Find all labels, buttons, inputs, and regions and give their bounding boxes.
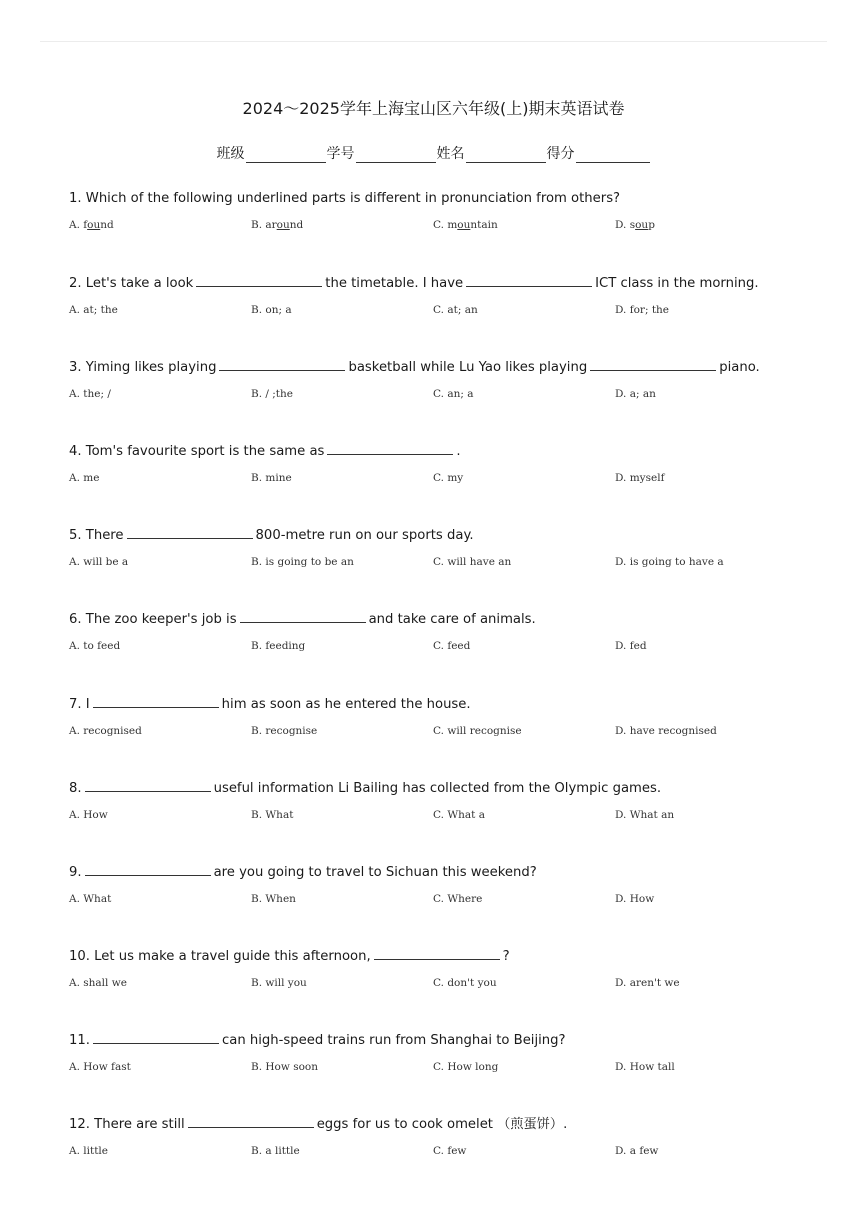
question-text: basketball while Lu Yao likes playing bbox=[348, 360, 588, 376]
question-text: 6. The zoo keeper's job is bbox=[69, 612, 237, 628]
option-text: D. for; the bbox=[615, 304, 670, 317]
option-row bbox=[69, 555, 829, 569]
answer-option[interactable] bbox=[433, 1060, 615, 1074]
option-text: D. have recognised bbox=[615, 724, 717, 737]
answer-blank[interactable] bbox=[85, 863, 211, 876]
question-stem bbox=[69, 274, 829, 293]
question-text: ICT class in the morning. bbox=[595, 276, 759, 292]
question-text: 800-metre run on our sports day. bbox=[255, 528, 474, 544]
question-text: 8. bbox=[69, 780, 82, 796]
answer-option[interactable] bbox=[433, 218, 615, 232]
option-text: D. a few bbox=[615, 1145, 659, 1158]
answer-option[interactable] bbox=[433, 639, 615, 653]
answer-option[interactable] bbox=[433, 303, 615, 317]
answer-option[interactable] bbox=[433, 1144, 615, 1158]
option-text: C. at; an bbox=[433, 304, 478, 317]
question-item bbox=[69, 358, 829, 442]
question-item bbox=[69, 863, 829, 947]
answer-option[interactable] bbox=[251, 892, 433, 906]
option-text: B. is going to be an bbox=[251, 556, 354, 569]
answer-option[interactable] bbox=[433, 555, 615, 569]
option-text: B. What bbox=[251, 808, 294, 821]
question-text: 5. There bbox=[69, 528, 124, 544]
answer-option[interactable] bbox=[69, 555, 251, 569]
question-text: 7. I bbox=[69, 696, 90, 712]
answer-option[interactable] bbox=[433, 892, 615, 906]
option-text: A. at; the bbox=[69, 304, 118, 317]
option-text: A. will be a bbox=[69, 556, 129, 569]
answer-option[interactable] bbox=[433, 724, 615, 738]
answer-blank[interactable] bbox=[219, 358, 345, 371]
option-text: D. How tall bbox=[615, 1060, 675, 1073]
answer-option[interactable] bbox=[615, 303, 797, 317]
option-text: B. on; a bbox=[251, 304, 292, 317]
option-text: C. What a bbox=[433, 808, 485, 821]
answer-option[interactable] bbox=[615, 1144, 797, 1158]
answer-option[interactable] bbox=[251, 387, 433, 401]
question-text: 12. There are still bbox=[69, 1117, 185, 1133]
question-stem bbox=[69, 190, 829, 208]
class-label: 班级 bbox=[216, 146, 245, 162]
answer-option[interactable] bbox=[251, 1144, 433, 1158]
answer-option[interactable] bbox=[69, 387, 251, 401]
question-item bbox=[69, 610, 829, 694]
option-text: A. to feed bbox=[69, 640, 121, 653]
option-text: D. a; an bbox=[615, 388, 656, 401]
answer-option[interactable] bbox=[615, 808, 797, 822]
class-field[interactable] bbox=[246, 148, 326, 163]
option-text: nd bbox=[100, 219, 114, 231]
question-stem bbox=[69, 1031, 829, 1050]
name-field[interactable] bbox=[466, 148, 546, 163]
option-text: A. f bbox=[69, 219, 88, 231]
answer-blank[interactable] bbox=[327, 442, 453, 455]
question-text: 4. Tom's favourite sport is the same as bbox=[69, 444, 325, 460]
answer-option[interactable] bbox=[615, 471, 797, 485]
option-text: A. How bbox=[69, 808, 108, 821]
answer-option[interactable] bbox=[69, 808, 251, 822]
answer-option[interactable] bbox=[433, 808, 615, 822]
option-text: p bbox=[648, 219, 655, 231]
option-text: B. ar bbox=[251, 219, 277, 231]
question-stem bbox=[69, 442, 829, 461]
option-text: B. a little bbox=[251, 1145, 300, 1158]
answer-option[interactable] bbox=[69, 1144, 251, 1158]
option-text: A. the; / bbox=[69, 388, 111, 401]
option-row bbox=[69, 471, 829, 485]
option-text: A. me bbox=[69, 472, 100, 485]
option-text: B. mine bbox=[251, 472, 292, 485]
option-row bbox=[69, 1060, 829, 1074]
answer-blank[interactable] bbox=[374, 947, 500, 960]
question-item bbox=[69, 442, 829, 526]
header-divider bbox=[40, 41, 827, 42]
page-title: 2024～2025学年上海宝山区六年级(上)期末英语试卷 bbox=[242, 99, 625, 118]
option-text: C. How long bbox=[433, 1060, 499, 1073]
answer-option[interactable] bbox=[251, 471, 433, 485]
option-text: D. s bbox=[615, 219, 636, 231]
answer-blank[interactable] bbox=[590, 358, 716, 371]
question-text: and take care of animals. bbox=[368, 612, 536, 628]
answer-option[interactable] bbox=[69, 724, 251, 738]
answer-option[interactable] bbox=[251, 639, 433, 653]
option-text: C. an; a bbox=[433, 388, 474, 401]
underlined-letters: ou bbox=[635, 219, 649, 231]
question-text: 1. Which of the following underlined parts is different in pronunciation from others? bbox=[69, 191, 621, 206]
score-label: 得分 bbox=[546, 146, 575, 162]
answer-option[interactable] bbox=[251, 218, 433, 232]
option-text: B. / ;the bbox=[251, 388, 293, 401]
question-text: are you going to travel to Sichuan this weekend? bbox=[213, 864, 537, 880]
answer-option[interactable] bbox=[69, 639, 251, 653]
question-stem bbox=[69, 695, 829, 714]
question-item bbox=[69, 274, 829, 358]
answer-option[interactable] bbox=[615, 639, 797, 653]
answer-option[interactable] bbox=[69, 892, 251, 906]
option-row bbox=[69, 1144, 829, 1158]
question-item bbox=[69, 190, 829, 274]
answer-blank[interactable] bbox=[240, 610, 366, 623]
answer-option[interactable] bbox=[615, 387, 797, 401]
question-item bbox=[69, 779, 829, 863]
option-text: A. recognised bbox=[69, 724, 142, 737]
question-text: 2. Let's take a look bbox=[69, 276, 194, 292]
underlined-letters: ou bbox=[457, 219, 471, 231]
option-row bbox=[69, 218, 829, 232]
question-text: him as soon as he entered the house. bbox=[221, 696, 471, 712]
option-text: C. feed bbox=[433, 640, 471, 653]
number-field[interactable] bbox=[356, 148, 436, 163]
answer-option[interactable] bbox=[433, 387, 615, 401]
option-text: A. little bbox=[69, 1145, 108, 1158]
question-stem bbox=[69, 610, 829, 629]
answer-option[interactable] bbox=[251, 555, 433, 569]
question-item bbox=[69, 1031, 829, 1115]
question-text: . bbox=[456, 444, 461, 460]
option-text: B. When bbox=[251, 892, 296, 905]
question-text: eggs for us to cook omelet （煎蛋饼）. bbox=[316, 1117, 568, 1133]
number-label: 学号 bbox=[326, 146, 355, 162]
option-row bbox=[69, 724, 829, 738]
option-text: A. shall we bbox=[69, 976, 127, 989]
underlined-letters: ou bbox=[276, 219, 290, 231]
answer-blank[interactable] bbox=[85, 779, 211, 792]
answer-option[interactable] bbox=[251, 1060, 433, 1074]
answer-option[interactable] bbox=[69, 303, 251, 317]
question-item bbox=[69, 947, 829, 1031]
answer-blank[interactable] bbox=[93, 1031, 219, 1044]
question-text: useful information Li Bailing has collected from the Olympic games. bbox=[213, 780, 662, 796]
option-text: C. m bbox=[433, 219, 458, 231]
answer-blank[interactable] bbox=[196, 274, 322, 287]
option-text: B. recognise bbox=[251, 724, 318, 737]
answer-option[interactable] bbox=[69, 471, 251, 485]
answer-option[interactable] bbox=[615, 218, 797, 232]
option-text: B. feeding bbox=[251, 640, 306, 653]
question-stem bbox=[69, 358, 829, 377]
answer-blank[interactable] bbox=[127, 526, 253, 539]
option-row bbox=[69, 892, 829, 906]
option-text: C. my bbox=[433, 472, 464, 485]
underlined-letters: ou bbox=[87, 219, 101, 231]
question-stem bbox=[69, 1115, 829, 1134]
option-text: B. will you bbox=[251, 976, 307, 989]
question-list bbox=[69, 190, 829, 1199]
answer-option[interactable] bbox=[615, 892, 797, 906]
option-row bbox=[69, 387, 829, 401]
option-text: C. will have an bbox=[433, 556, 512, 569]
question-text: ? bbox=[502, 948, 510, 964]
option-text: nd bbox=[289, 219, 304, 231]
answer-option[interactable] bbox=[69, 218, 251, 232]
name-label: 姓名 bbox=[436, 146, 465, 162]
answer-option[interactable] bbox=[615, 976, 797, 990]
answer-option[interactable] bbox=[251, 808, 433, 822]
answer-option[interactable] bbox=[615, 724, 797, 738]
student-info-row bbox=[0, 143, 867, 163]
option-text: D. aren't we bbox=[615, 976, 680, 989]
option-text: A. What bbox=[69, 892, 112, 905]
question-text: 9. bbox=[69, 864, 82, 880]
option-text: D. myself bbox=[615, 472, 665, 485]
option-row bbox=[69, 639, 829, 653]
answer-option[interactable] bbox=[251, 724, 433, 738]
question-text: 10. Let us make a travel guide this afternoon, bbox=[69, 948, 371, 964]
answer-option[interactable] bbox=[615, 1060, 797, 1074]
option-text: D. How bbox=[615, 892, 655, 905]
question-stem bbox=[69, 526, 829, 545]
option-text: C. don't you bbox=[433, 976, 497, 989]
answer-blank[interactable] bbox=[466, 274, 592, 287]
question-stem bbox=[69, 863, 829, 882]
option-row bbox=[69, 303, 829, 317]
answer-blank[interactable] bbox=[93, 695, 219, 708]
option-row bbox=[69, 808, 829, 822]
question-text: can high-speed trains run from Shanghai to Beijing? bbox=[221, 1032, 566, 1048]
answer-option[interactable] bbox=[433, 976, 615, 990]
answer-option[interactable] bbox=[251, 303, 433, 317]
option-text: D. What an bbox=[615, 808, 675, 821]
answer-option[interactable] bbox=[69, 976, 251, 990]
option-text: B. How soon bbox=[251, 1060, 318, 1073]
option-text: D. is going to have a bbox=[615, 556, 724, 569]
answer-option[interactable] bbox=[251, 976, 433, 990]
question-item bbox=[69, 1115, 829, 1199]
answer-option[interactable] bbox=[69, 1060, 251, 1074]
question-stem bbox=[69, 779, 829, 798]
question-stem bbox=[69, 947, 829, 966]
question-text: 3. Yiming likes playing bbox=[69, 360, 217, 376]
answer-option[interactable] bbox=[433, 471, 615, 485]
question-item bbox=[69, 695, 829, 779]
answer-blank[interactable] bbox=[188, 1115, 314, 1128]
option-text: C. Where bbox=[433, 892, 483, 905]
question-text: piano. bbox=[719, 360, 760, 376]
answer-option[interactable] bbox=[615, 555, 797, 569]
question-text: the timetable. I have bbox=[325, 276, 464, 292]
option-text: A. How fast bbox=[69, 1060, 131, 1073]
option-text: D. fed bbox=[615, 640, 647, 653]
option-text: ntain bbox=[470, 219, 498, 231]
question-item bbox=[69, 526, 829, 610]
option-text: C. will recognise bbox=[433, 724, 522, 737]
score-field[interactable] bbox=[576, 148, 650, 163]
option-row bbox=[69, 976, 829, 990]
option-text: C. few bbox=[433, 1145, 467, 1158]
question-text: 11. bbox=[69, 1032, 90, 1048]
